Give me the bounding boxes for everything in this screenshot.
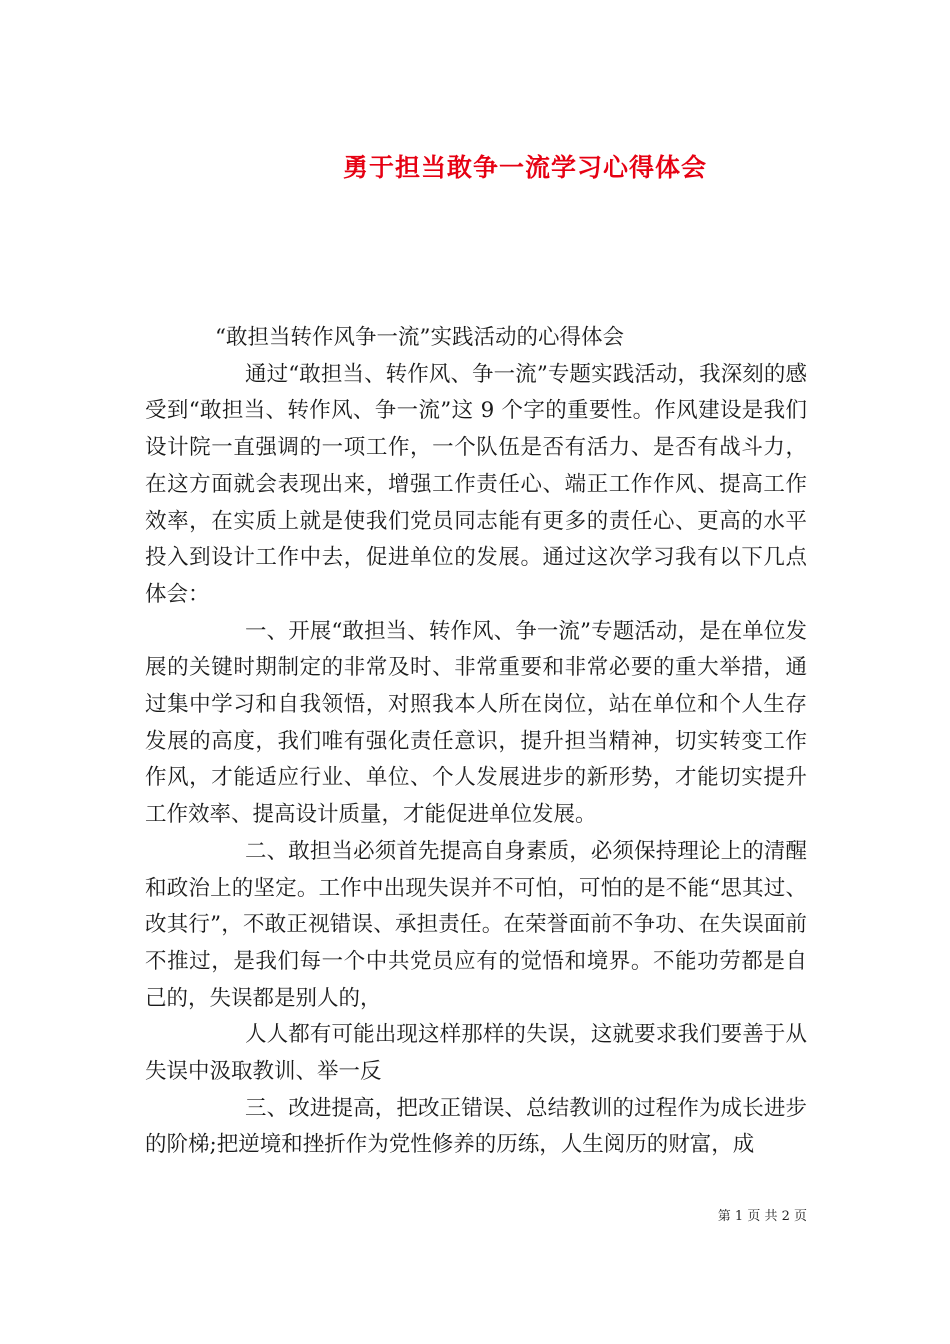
paragraph-2: 一、开展“敢担当、转作风、争一流”专题活动，是在单位发展的关键时期制定的非常及时、非常重要和非常必要的重大举措，通过集中学习和自我领悟，对照我本人所在岗位，站在单位和个人生存发展的高度，我们唯有强化责任意识，提升担当精神，切实转变工作作风，才能适应行业、单位、个人发展进步的新形势，才能切实提升工作效率、提高设计质量，才能促进单位发展。 <box>145 618 807 828</box>
document-title: 勇于担当敢争一流学习心得体会 <box>342 152 707 182</box>
paragraph-5: 三、改进提高，把改正错误、总结教训的过程作为成长进步的阶梯;把逆境和挫折作为党性修养的历练，人生阅历的财富，成 <box>145 1095 807 1158</box>
document-subtitle: “敢担当转作风争一流”实践活动的心得体会 <box>215 325 624 350</box>
page-number-footer: 第 1 页 共 2 页 <box>717 1209 807 1224</box>
paragraph-3: 二、敢担当必须首先提高自身素质，必须保持理论上的清醒和政治上的坚定。工作中出现失误并不可怕，可怕的是不能“思其过、改其行”，不敢正视错误、承担责任。在荣誉面前不争功、在失误面前不推过，是我们每一个中共党员应有的觉悟和境界。不能功劳都是自己的，失误都是别人的， <box>145 838 807 1011</box>
paragraph-4: 人人都有可能出现这样那样的失误，这就要求我们要善于从失误中汲取教训、举一反 <box>145 1022 807 1085</box>
document-body <box>145 320 807 1164</box>
paragraph-1: 通过“敢担当、转作风、争一流”专题实践活动，我深刻的感受到“敢担当、转作风、争一流”这 9 个字的重要性。作风建设是我们设计院一直强调的一项工作，一个队伍是否有活力、是否有战斗力，在这方面就会表现出来，增强工作责任心、端正工作作风、提高工作效率，在实质上就是使我们党员同志能有更多的责任心、更高的水平投入到设计工作中去，促进单位的发展。通过这次学习我有以下几点体会： <box>145 361 807 607</box>
